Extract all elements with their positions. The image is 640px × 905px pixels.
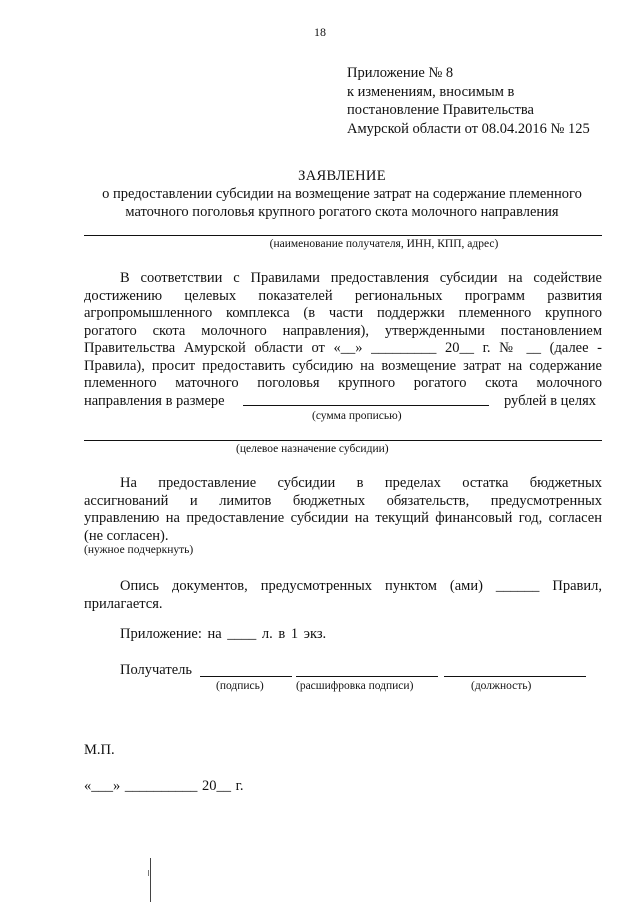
para1-line-7: племенного маточного поголовья крупного рогатого скота молочного xyxy=(84,375,602,391)
decoding-caption: (расшифровка подписи) xyxy=(296,680,414,692)
appendix-line-2: к изменениям, вносимым в xyxy=(347,83,515,100)
para2-line-3: управлению на предоставление субсидии на текущий финансовый год, согласен xyxy=(84,510,602,526)
para1-line-6: Правила), просит предоставить субсидию на возмещение затрат на содержание xyxy=(84,358,602,374)
attachment-line: Приложение: на ____ л. в 1 экз. xyxy=(120,626,327,642)
signature-caption: (подпись) xyxy=(216,680,264,692)
date-line: «___» __________ 20__ г. xyxy=(84,778,244,794)
underline-note: (нужное подчеркнуть) xyxy=(84,544,194,556)
appendix-block xyxy=(347,64,590,138)
appendix-line-1: Приложение № 8 xyxy=(347,65,454,81)
scan-artifact-mark-2 xyxy=(148,870,149,876)
para1-line-1: В соответствии с Правилами предоставления субсидии на содействие xyxy=(120,270,602,286)
para2-line-4: (не согласен). xyxy=(84,528,169,544)
para1-line-5: Правительства Амурской области от «__» _________ 20__ г. № __ (далее - xyxy=(84,340,602,356)
appendix-line-4: Амурской области от 08.04.2016 № 125 xyxy=(347,120,590,137)
para1-line-4: рогатого скота молочного направления), утвержденными постановлением xyxy=(84,323,602,339)
para1-line-3: агропромышленного комплекса (в части поддержки племенного крупного xyxy=(84,305,602,321)
para3-line-1: Опись документов, предусмотренных пунктом (ами) ______ Правил, xyxy=(120,578,602,594)
para2-line-2: ассигнований и лимитов бюджетных обязательств, предусмотренных xyxy=(84,493,602,509)
para1-line-2: достижению целевых показателей региональных программ развития xyxy=(84,288,602,304)
para2-line-1: На предоставление субсидии в пределах остатка бюджетных xyxy=(120,475,602,491)
page-number: 18 xyxy=(314,25,326,39)
position-caption: (должность) xyxy=(471,680,532,692)
para3-line-2: прилагается. xyxy=(84,596,163,612)
sum-caption: (сумма прописью) xyxy=(312,410,402,422)
signature-field-line[interactable] xyxy=(200,676,292,677)
recipient-field-line[interactable] xyxy=(84,235,602,236)
purpose-field-line[interactable] xyxy=(84,440,602,441)
position-field-line[interactable] xyxy=(444,676,586,677)
stamp-place: М.П. xyxy=(84,742,115,758)
document-heading: ЗАЯВЛЕНИЕ xyxy=(298,168,386,184)
document-subtitle-line-1: о предоставлении субсидии на возмещение затрат на содержание племенного xyxy=(102,186,582,202)
sum-field-line[interactable] xyxy=(243,405,489,406)
purpose-caption: (целевое назначение субсидии) xyxy=(236,443,389,455)
signature-label: Получатель xyxy=(120,662,192,678)
decoding-field-line[interactable] xyxy=(296,676,438,677)
recipient-caption: (наименование получателя, ИНН, КПП, адрес) xyxy=(269,238,499,250)
scan-artifact-mark xyxy=(150,858,151,902)
para1-line-8-end: рублей в целях xyxy=(504,393,597,409)
document-subtitle-line-2: маточного поголовья крупного рогатого скота молочного направления xyxy=(125,204,559,220)
para1-line-8-start: направления в размере xyxy=(84,393,225,409)
appendix-line-3: постановление Правительства xyxy=(347,102,534,118)
